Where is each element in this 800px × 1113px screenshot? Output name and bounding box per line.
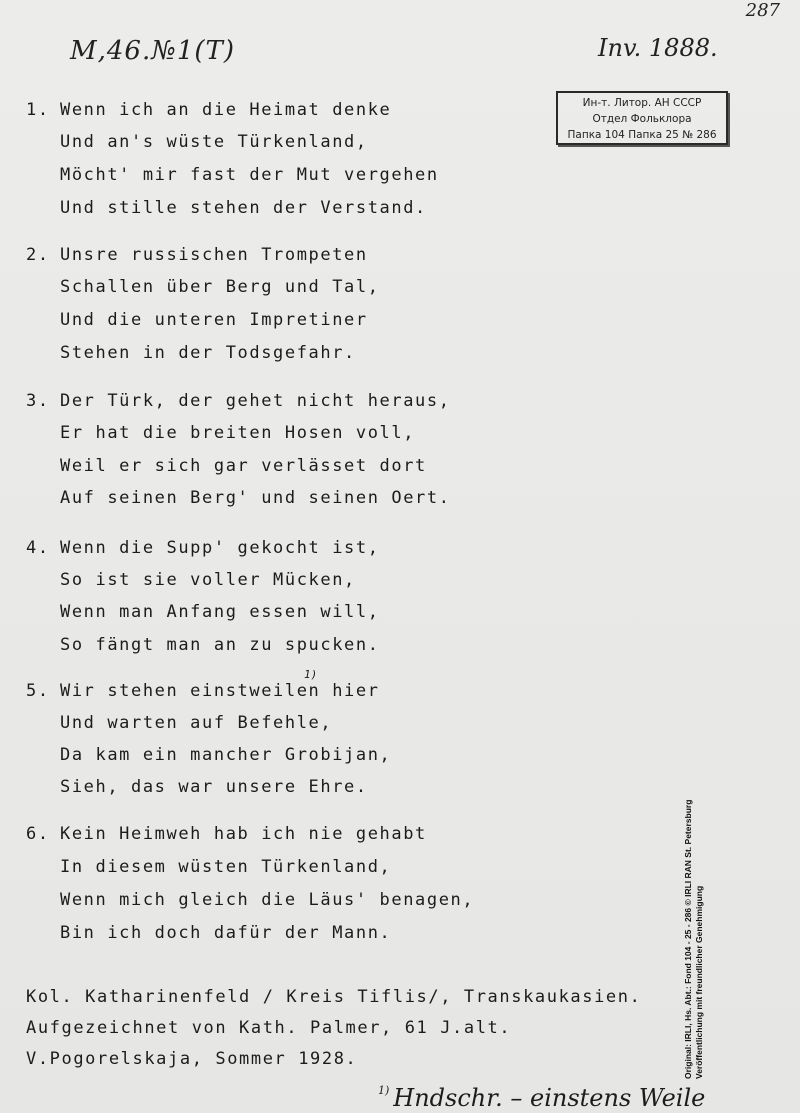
verse-line: Der Türk, der gehet nicht heraus, (60, 391, 451, 411)
verse-line: Und warten auf Befehle, (60, 713, 333, 733)
verse-line: Da kam ein mancher Grobijan, (60, 745, 392, 765)
verse-line: In diesem wüsten Türkenland, (60, 857, 392, 877)
verse-number: 6. (26, 824, 50, 844)
verse-number: 5. (26, 681, 50, 701)
archive-mark: M,46.№1(T) (70, 36, 236, 66)
verse-line: Sieh, das war unsere Ehre. (60, 777, 368, 797)
handwritten-footnote (378, 1084, 705, 1112)
stamp-line-2: Отдел Фольклора (592, 113, 692, 125)
verse-line: Und an's wüste Türkenland, (60, 132, 368, 152)
verse-line: Er hat die breiten Hosen voll, (60, 423, 416, 443)
verse-line: Möcht' mir fast der Mut vergehen (60, 165, 439, 185)
verse-line: Wenn die Supp' gekocht ist, (60, 538, 380, 558)
verse-line: Kein Heimweh hab ich nie gehabt (60, 824, 427, 844)
verse-line: Wenn mich gleich die Läus' benagen, (60, 890, 475, 910)
verse-number: 4. (26, 538, 50, 558)
verse-line: Und die unteren Impretiner (60, 310, 368, 330)
footer-collector: V.Pogorelskaja, Sommer 1928. (26, 1049, 358, 1069)
verse-line: Weil er sich gar verlässet dort (60, 456, 427, 476)
footnote-marker: 1) (304, 668, 318, 681)
verse-line: Schallen über Berg und Tal, (60, 277, 380, 297)
verse-line: Und stille stehen der Verstand. (60, 198, 427, 218)
archive-stamp (556, 91, 728, 145)
verse-number: 2. (26, 245, 50, 265)
verse-number: 1. (26, 100, 50, 120)
verse-line: Wir stehen einstweilen hier (60, 681, 380, 701)
rights-notice (683, 781, 705, 1079)
verse-line: So fängt man an zu spucken. (60, 635, 380, 655)
verse-line: Auf seinen Berg' und seinen Oert. (60, 488, 451, 508)
verse-line: So ist sie voller Mücken, (60, 570, 356, 590)
page-number: 287 (745, 0, 780, 21)
stamp-line-1: Ин-т. Литор. АН СССР (582, 97, 702, 109)
stamp-line-3: Папка 104 Папка 25 № 286 (567, 129, 717, 141)
footer-recorded-by: Aufgezeichnet von Kath. Palmer, 61 J.alt. (26, 1018, 512, 1038)
verse-line: Unsre russischen Trompeten (60, 245, 368, 265)
verse-line: Bin ich doch dafür der Mann. (60, 923, 392, 943)
verse-line: Wenn man Anfang essen will, (60, 602, 380, 622)
inventory-note: Inv. 1888. (598, 34, 718, 62)
footer-location: Kol. Katharinenfeld / Kreis Tiflis/, Transkaukasien. (26, 987, 642, 1007)
verse-line: Wenn ich an die Heimat denke (60, 100, 392, 120)
rights-line-1: Original: IRLI, Hs. Abt.: Fond 104 - 25 - 286 © IRLI RAN St. Petersburg (683, 799, 693, 1079)
rights-line-2: Veröffentlichung mit freundlicher Genehmigung (694, 885, 704, 1079)
verse-line: Stehen in der Todsgefahr. (60, 343, 356, 363)
footnote-ref: 1) (378, 1084, 390, 1097)
footnote-text: Hndschr. – einstens Weile (393, 1084, 706, 1112)
verse-number: 3. (26, 391, 50, 411)
